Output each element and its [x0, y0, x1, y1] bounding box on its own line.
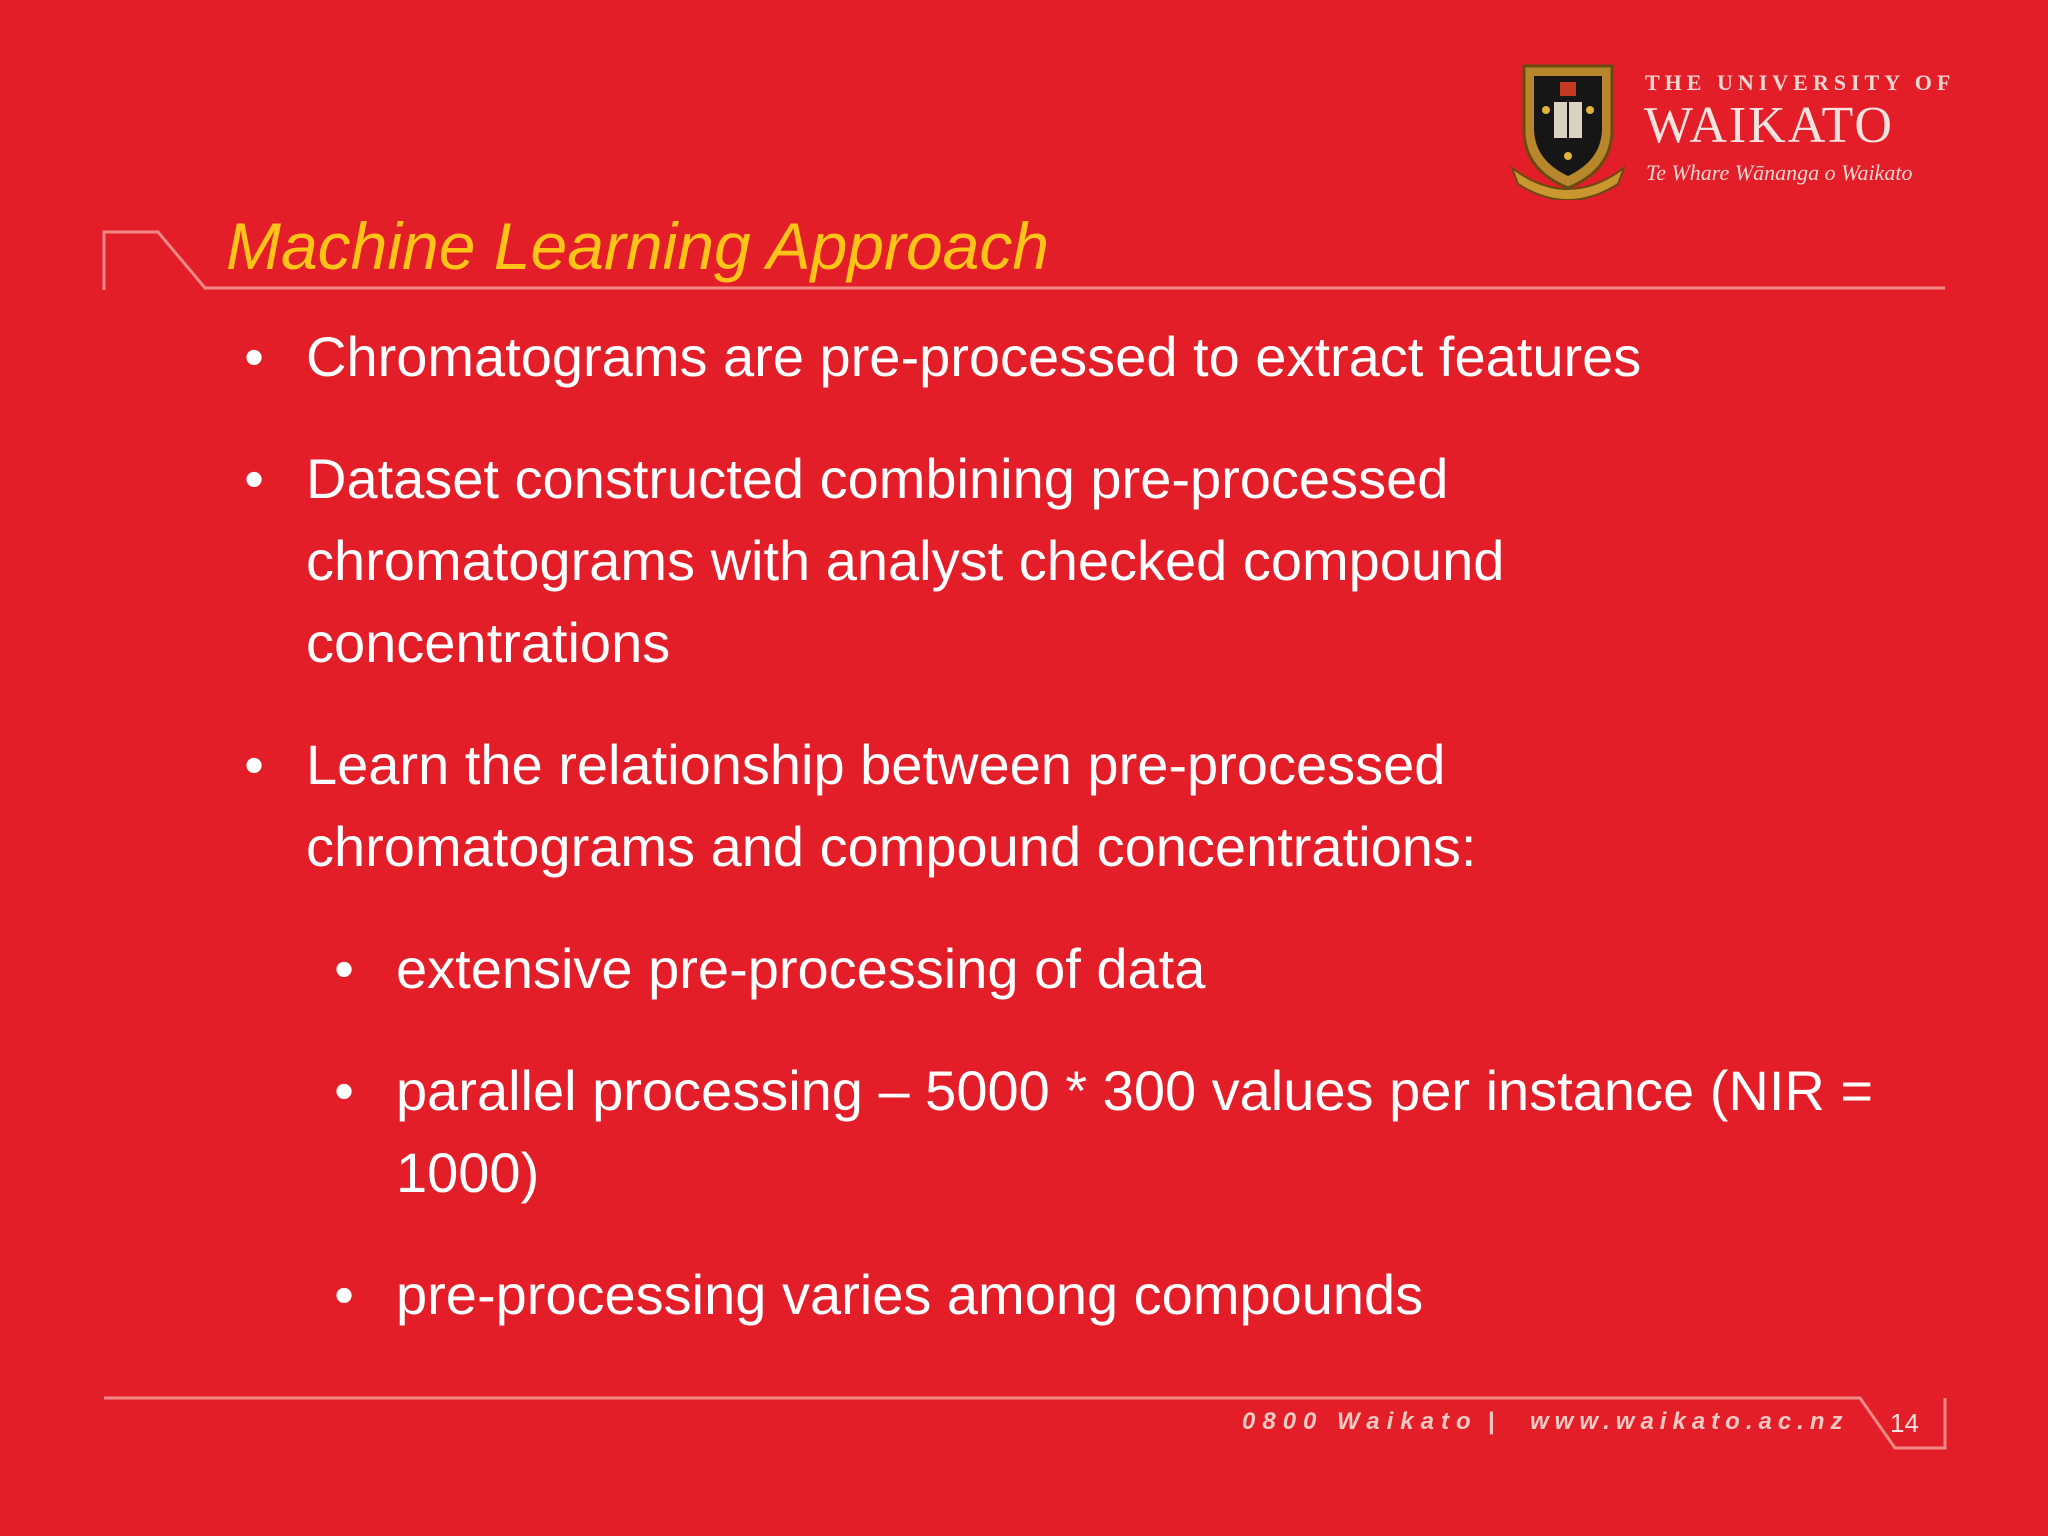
bullet-text: Chromatograms are pre-processed to extract features [306, 325, 1642, 388]
bullet-marker: • [244, 447, 264, 510]
sub-bullet-item [334, 928, 1796, 1010]
logo-maori-name: Te Whare Wānanga o Waikato [1646, 160, 1913, 185]
sub-bullet-text: extensive pre-processing of data [396, 937, 1206, 1000]
sub-bullet-item [334, 1254, 1796, 1336]
footer-phone: 0800 Waikato [1242, 1408, 1478, 1435]
logo-university-of: THE UNIVERSITY OF [1645, 70, 1956, 95]
bullet-marker: • [244, 733, 264, 796]
bullet-marker: • [334, 1059, 354, 1122]
sub-bullet-item [334, 1050, 1876, 1214]
bullet-item [244, 316, 1866, 398]
crest-icon [1510, 60, 1626, 200]
bullet-text: Learn the relationship between pre-processed chromatograms and compound concentrations: [306, 733, 1477, 878]
bullet-text: Dataset constructed combining pre-processed chromatograms with analyst checked compound concentrations [306, 447, 1505, 674]
sub-bullet-text: pre-processing varies among compounds [396, 1263, 1424, 1326]
bullet-marker: • [244, 325, 264, 388]
footer-separator: | [1488, 1408, 1495, 1435]
bullet-marker: • [334, 1263, 354, 1326]
bullet-item [244, 724, 1706, 888]
slide-title: Machine Learning Approach [226, 209, 1050, 283]
footer-website: www.waikato.ac.nz [1530, 1408, 1849, 1435]
bullet-item [244, 438, 1726, 684]
bullet-marker: • [334, 937, 354, 1000]
page-number: 14 [1890, 1408, 1919, 1438]
logo-waikato: WAIKATO [1644, 97, 1894, 154]
sub-bullet-text: parallel processing – 5000 * 300 values per instance (NIR = 1000) [396, 1059, 1874, 1204]
university-logo [1510, 60, 1956, 200]
